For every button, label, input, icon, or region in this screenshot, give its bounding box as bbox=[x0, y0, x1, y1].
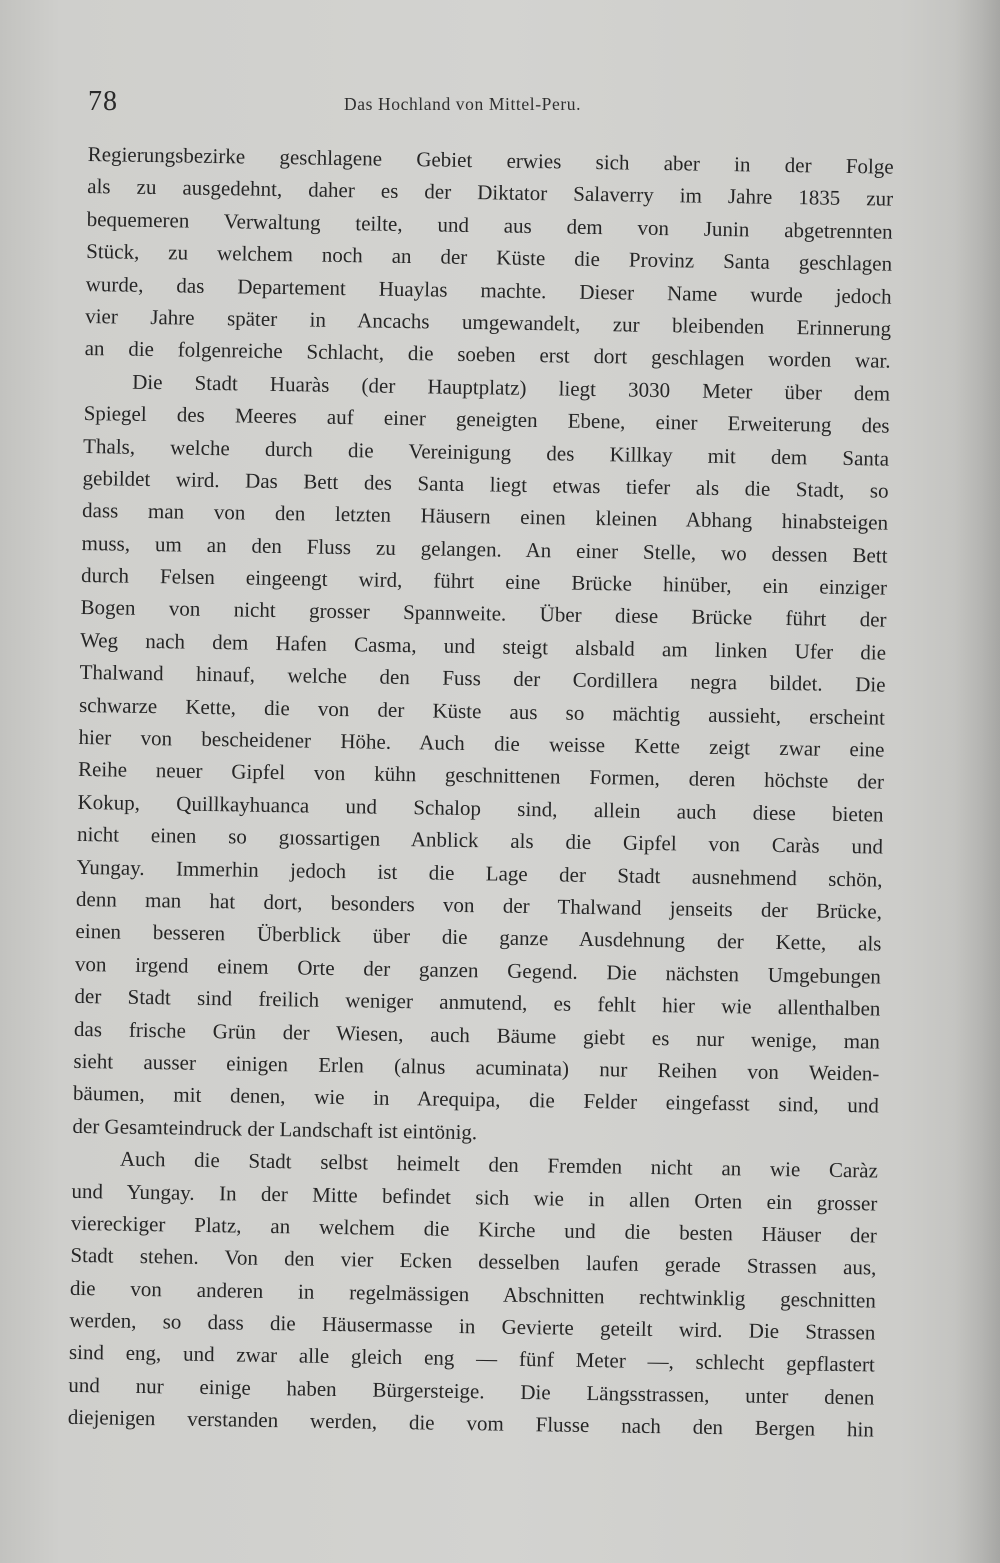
text-line: durch Felsen eingeengt wird, führt eine Brücke hinüber, ein einziger bbox=[80, 563, 888, 600]
text-line: Spiegel des Meeres auf einer geneigten Ebene, einer Erweiterung des bbox=[83, 401, 890, 438]
text-line: als zu ausgedehnt, daher es der Diktator Salaverry im Jahre 1835 zur bbox=[87, 174, 894, 212]
text-line: Regierungsbezirke geschlagene Gebiet erwies sich aber in der Folge bbox=[87, 141, 894, 179]
text-line: bequemeren Verwaltung teilte, und aus dem von Junin abgetrennten bbox=[86, 206, 893, 244]
text-line: die von anderen in regelmässigen Abschnitten rechtwinklig geschnitten bbox=[69, 1275, 877, 1313]
text-line: denn man hat dort, besonders von der Thalwand jenseits der Brücke, bbox=[75, 886, 883, 924]
text-line: der Gesamteindruck der Landschaft ist eintönig. bbox=[72, 1113, 478, 1144]
text-line: werden, so dass die Häusermasse in Gevierte geteilt wird. Die Strassen bbox=[69, 1307, 876, 1345]
text-line: und nur einige haben Bürgersteige. Die Längsstrassen, unter denen bbox=[68, 1372, 875, 1410]
text-line: muss, um an den Fluss zu gelangen. An einer Stelle, wo dessen Bett bbox=[81, 530, 888, 568]
page-header bbox=[88, 86, 896, 120]
text-line: Weg nach dem Hafen Casma, und steigt alsbald am linken Ufer die bbox=[79, 627, 887, 665]
text-line: viereckiger Platz, an welchem die Kirche und die besten Häuser der bbox=[70, 1210, 878, 1248]
text-line: Stadt stehen. Von den vier Ecken desselben laufen gerade Strassen aus, bbox=[70, 1243, 877, 1280]
text-line: vier Jahre später in Ancachs umgewandelt, zur bleibenden Erinnerung bbox=[85, 303, 892, 341]
text-line: gebildet wird. Das Bett des Santa liegt etwas tiefer als die Stadt, so bbox=[82, 465, 889, 503]
text-line: an die folgenreiche Schlacht, die soeben erst dort geschlagen worden war. bbox=[84, 336, 891, 373]
body-text bbox=[68, 138, 894, 1446]
text-line: Thalwand hinauf, welche den Fuss der Cordillera negra bildet. Die bbox=[79, 660, 886, 697]
text-line: von irgend einem Orte der ganzen Gegend. Die nächsten Umgebungen bbox=[74, 951, 882, 989]
text-line: der Stadt sind freilich weniger anmutend, es fehlt hier wie allenthalben bbox=[74, 984, 881, 1021]
text-line: Yungay. Immerhin jedoch ist die Lage der Stadt ausnehmend schön, bbox=[76, 854, 883, 892]
text-line: nicht einen so gıossartigen Anblick als die Gipfel von Caràs und bbox=[76, 822, 884, 859]
text-line: und Yungay. In der Mitte befindet sich wie in allen Orten ein grosser bbox=[71, 1178, 878, 1216]
text-line: Auch die Stadt selbst heimelt den Fremden nicht an wie Caràz bbox=[119, 1146, 879, 1183]
running-title: Das Hochland von Mittel-Peru. bbox=[344, 94, 582, 114]
text-line: einen besseren Überblick über die ganze Ausdehnung der Kette, als bbox=[75, 919, 882, 956]
text-line: das frische Grün der Wiesen, auch Bäume giebt es nur wenige, man bbox=[73, 1016, 881, 1054]
text-line: sind eng, und zwar alle gleich eng — fünf Meter —, schlecht gepflastert bbox=[68, 1340, 876, 1377]
text-line: Die Stadt Huaràs (der Hauptplatz) liegt 3030 Meter über dem bbox=[131, 369, 891, 406]
text-line: Stück, zu welchem noch an der Küste die Provinz Santa geschlagen bbox=[86, 239, 893, 276]
text-line: Bogen von nicht grosser Spannweite. Über diese Brücke führt der bbox=[80, 595, 887, 633]
page-number: 78 bbox=[88, 86, 118, 117]
text-line: dass man von den letzten Häusern einen kleinen Abhang hinabsteigen bbox=[81, 498, 889, 535]
text-line: wurde, das Departement Huaylas machte. Dieser Name wurde jedoch bbox=[85, 271, 892, 309]
text-line: Reihe neuer Gipfel von kühn geschnittenen Formen, deren höchste der bbox=[77, 757, 885, 795]
text-line: schwarze Kette, die von der Küste aus so mächtig aussieht, erscheint bbox=[78, 692, 886, 730]
text-line: Kokup, Quillkayhuanca und Schalop sind, allein auch diese bieten bbox=[77, 789, 884, 827]
text-line: hier von bescheidener Höhe. Auch die weisse Kette zeigt zwar eine bbox=[78, 724, 885, 762]
text-line: Thals, welche durch die Vereinigung des Killkay mit dem Santa bbox=[82, 433, 890, 471]
text-line: diejenigen verstanden werden, die vom Flusse nach den Bergen hin bbox=[67, 1405, 874, 1442]
text-line: sieht ausser einigen Erlen (alnus acuminata) nur Reihen von Weiden- bbox=[73, 1048, 880, 1086]
page-edge-shadow bbox=[954, 0, 1000, 1563]
text-line: bäumen, mit denen, wie in Arequipa, die Felder eingefasst sind, und bbox=[72, 1081, 880, 1118]
